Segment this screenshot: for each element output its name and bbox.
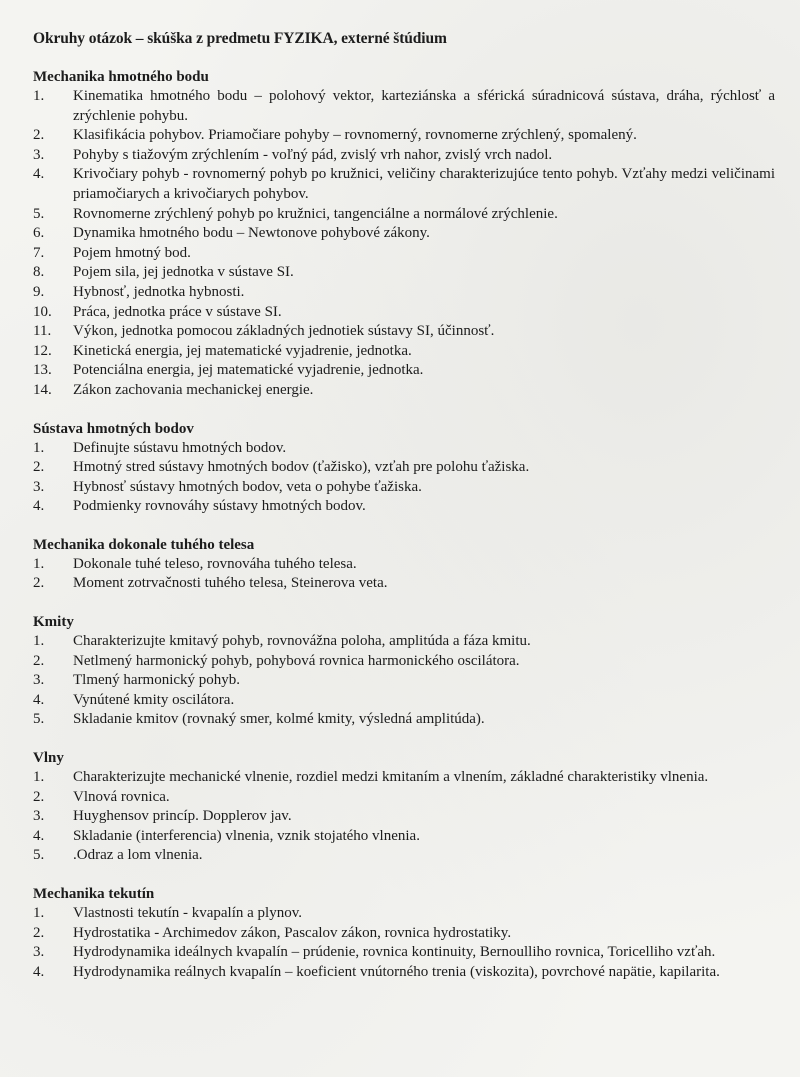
question-item [33, 244, 775, 264]
question-text: Rovnomerne zrýchlený pohyb po kružnici, tangenciálne a normálové zrýchlenie. [73, 205, 558, 222]
question-item [33, 963, 775, 983]
question-number: 3. [33, 672, 45, 689]
question-item [33, 342, 775, 362]
question-text: Hydrodynamika reálnych kvapalín – koeficient vnútorného trenia (viskozita), povrchové napätie, kapilarita. [73, 963, 720, 980]
question-item [33, 632, 775, 652]
question-item [33, 904, 775, 924]
question-item [33, 691, 775, 711]
question-item [33, 205, 775, 225]
question-number: 1. [33, 439, 45, 456]
question-item [33, 710, 775, 730]
question-number: 1. [33, 88, 45, 104]
question-item [33, 126, 775, 146]
section-title: Sústava hmotných bodov [33, 420, 194, 437]
question-number: 10. [33, 303, 52, 320]
question-text: Vlastnosti tekutín - kvapalín a plynov. [73, 905, 302, 921]
question-item [33, 458, 775, 478]
question-number: 2. [33, 459, 45, 476]
question-item [33, 439, 775, 459]
question-text: Definujte sústavu hmotných bodov. [73, 439, 287, 456]
question-item [33, 846, 775, 866]
question-number: 4. [33, 498, 45, 515]
question-item [33, 322, 775, 342]
question-item [33, 924, 775, 944]
question-list [33, 439, 775, 517]
section-sustava-hmotnych-bodov [33, 420, 775, 517]
question-text: Hybnosť sústavy hmotných bodov, veta o pohybe ťažiska. [73, 478, 422, 495]
section-title: Mechanika hmotného bodu [33, 69, 209, 85]
question-number: 4. [33, 963, 45, 980]
question-number: 9. [33, 283, 45, 300]
question-item [33, 361, 775, 381]
question-number: 7. [33, 244, 45, 261]
question-text: Výkon, jednotka pomocou základných jednotiek sústavy SI, účinnosť. [73, 323, 495, 340]
question-number: 12. [33, 342, 52, 359]
question-text: Práca, jednotka práce v sústave SI. [73, 303, 282, 320]
question-number: 1. [33, 633, 45, 650]
question-text: Kinetická energia, jej matematické vyjadrenie, jednotka. [73, 342, 412, 359]
question-number: 4. [33, 691, 45, 708]
question-text: Podmienky rovnováhy sústavy hmotných bodov. [73, 498, 366, 515]
question-text: Pojem hmotný bod. [73, 244, 191, 261]
question-text: Skladanie kmitov (rovnaký smer, kolmé kmity, výsledná amplitúda). [73, 711, 485, 728]
section-mechanika-tekutin [33, 885, 775, 982]
question-number: 2. [33, 575, 45, 592]
section-title: Mechanika tekutín [33, 886, 155, 902]
question-item [33, 788, 775, 808]
question-item [33, 574, 775, 594]
question-number: 14. [33, 381, 52, 398]
question-text: Hydrodynamika ideálnych kvapalín – prúdenie, rovnica kontinuity, Bernoulliho rovnica, Toricelliho vzťah. [73, 944, 716, 961]
question-text: Krivočiary pohyb - rovnomerný pohyb po kružnici, veličiny charakterizujúce tento pohyb. Vzťahy medzi veličinami priamočiarych a krivočiarych pohybov. [73, 166, 775, 202]
section-title: Vlny [33, 750, 64, 767]
question-number: 6. [33, 225, 45, 242]
section-title: Mechanika dokonale tuhého telesa [33, 536, 255, 553]
question-text: Dokonale tuhé teleso, rovnováha tuhého telesa. [73, 555, 357, 572]
question-number: 2. [33, 788, 45, 805]
question-item [33, 652, 775, 672]
question-number: 5. [33, 205, 45, 222]
question-text: Netlmený harmonický pohyb, pohybová rovnica harmonického oscilátora. [73, 652, 520, 669]
question-text: Dynamika hmotného bodu – Newtonove pohybové zákony. [73, 225, 430, 242]
question-item [33, 381, 775, 401]
section-mechanika-dokonale-tuheho-telesa [33, 536, 775, 594]
question-number: 4. [33, 827, 45, 844]
question-text: Hmotný stred sústavy hmotných bodov (ťažisko), vzťah pre polohu ťažiska. [73, 459, 530, 476]
question-text: Pohyby s tiažovým zrýchlením - voľný pád, zvislý vrh nahor, zvislý vrch nadol. [73, 146, 553, 163]
question-text: Skladanie (interferencia) vlnenia, vznik stojatého vlnenia. [73, 827, 420, 844]
question-number: 13. [33, 362, 52, 379]
question-number: 5. [33, 711, 45, 728]
question-text: Klasifikácia pohybov. Priamočiare pohyby – rovnomerný, rovnomerne zrýchlený, spomalený. [73, 127, 637, 144]
document-page [33, 29, 775, 1001]
question-number: 1. [33, 905, 45, 921]
question-text: Huyghensov princíp. Dopplerov jav. [73, 808, 292, 825]
question-number: 2. [33, 924, 45, 941]
question-item [33, 555, 775, 575]
question-number: 8. [33, 264, 45, 281]
question-number: 3. [33, 478, 45, 495]
question-text: Potenciálna energia, jej matematické vyjadrenie, jednotka. [73, 362, 424, 379]
question-text: Charakterizujte mechanické vlnenie, rozdiel medzi kmitaním a vlnením, základné charakteristiky vlnenia. [73, 769, 709, 786]
section-title: Kmity [33, 614, 74, 631]
question-number: 2. [33, 652, 45, 669]
question-number: 3. [33, 944, 45, 961]
question-item [33, 768, 775, 788]
question-text: Pojem sila, jej jednotka v sústave SI. [73, 264, 294, 281]
question-item [33, 263, 775, 283]
question-number: 2. [33, 127, 45, 144]
question-number: 5. [33, 847, 45, 864]
question-item [33, 807, 775, 827]
question-item [33, 497, 775, 517]
question-text: .Odraz a lom vlnenia. [73, 847, 203, 864]
question-list [33, 904, 775, 982]
question-number: 1. [33, 555, 45, 572]
question-item [33, 224, 775, 244]
question-list [33, 555, 775, 594]
question-item [33, 943, 775, 963]
question-text: Tlmený harmonický pohyb. [73, 672, 241, 689]
question-text: Moment zotrvačnosti tuhého telesa, Steinerova veta. [73, 575, 388, 592]
document-title: Okruhy otázok – skúška z predmetu FYZIKA, externé štúdium [33, 30, 447, 47]
question-item [33, 87, 775, 126]
sections-container [33, 68, 775, 982]
question-text: Hybnosť, jednotka hybnosti. [73, 283, 245, 300]
question-number: 3. [33, 146, 45, 163]
question-item [33, 827, 775, 847]
question-text: Hydrostatika - Archimedov zákon, Pascalov zákon, rovnica hydrostatiky. [73, 924, 512, 941]
question-text: Vynútené kmity oscilátora. [73, 691, 235, 708]
section-kmity [33, 613, 775, 730]
section-mechanika-hmotneho-bodu [33, 68, 775, 401]
question-text: Vlnová rovnica. [73, 788, 170, 805]
section-vlny [33, 749, 775, 866]
question-number: 4. [33, 166, 45, 183]
question-number: 1. [33, 769, 45, 786]
question-item [33, 303, 775, 323]
question-item [33, 478, 775, 498]
question-item [33, 283, 775, 303]
question-item [33, 165, 775, 204]
question-text: Zákon zachovania mechanickej energie. [73, 381, 314, 398]
question-list [33, 632, 775, 730]
question-item [33, 671, 775, 691]
question-text: Kinematika hmotného bodu – polohový vektor, karteziánska a sférická súradnicová sústava, dráha, rýchlosť a zrýchlenie pohybu. [73, 88, 775, 124]
question-list [33, 87, 775, 401]
question-number: 11. [33, 323, 52, 340]
question-text: Charakterizujte kmitavý pohyb, rovnovážna poloha, amplitúda a fáza kmitu. [73, 633, 531, 650]
question-number: 3. [33, 808, 45, 825]
question-list [33, 768, 775, 866]
question-item [33, 146, 775, 166]
